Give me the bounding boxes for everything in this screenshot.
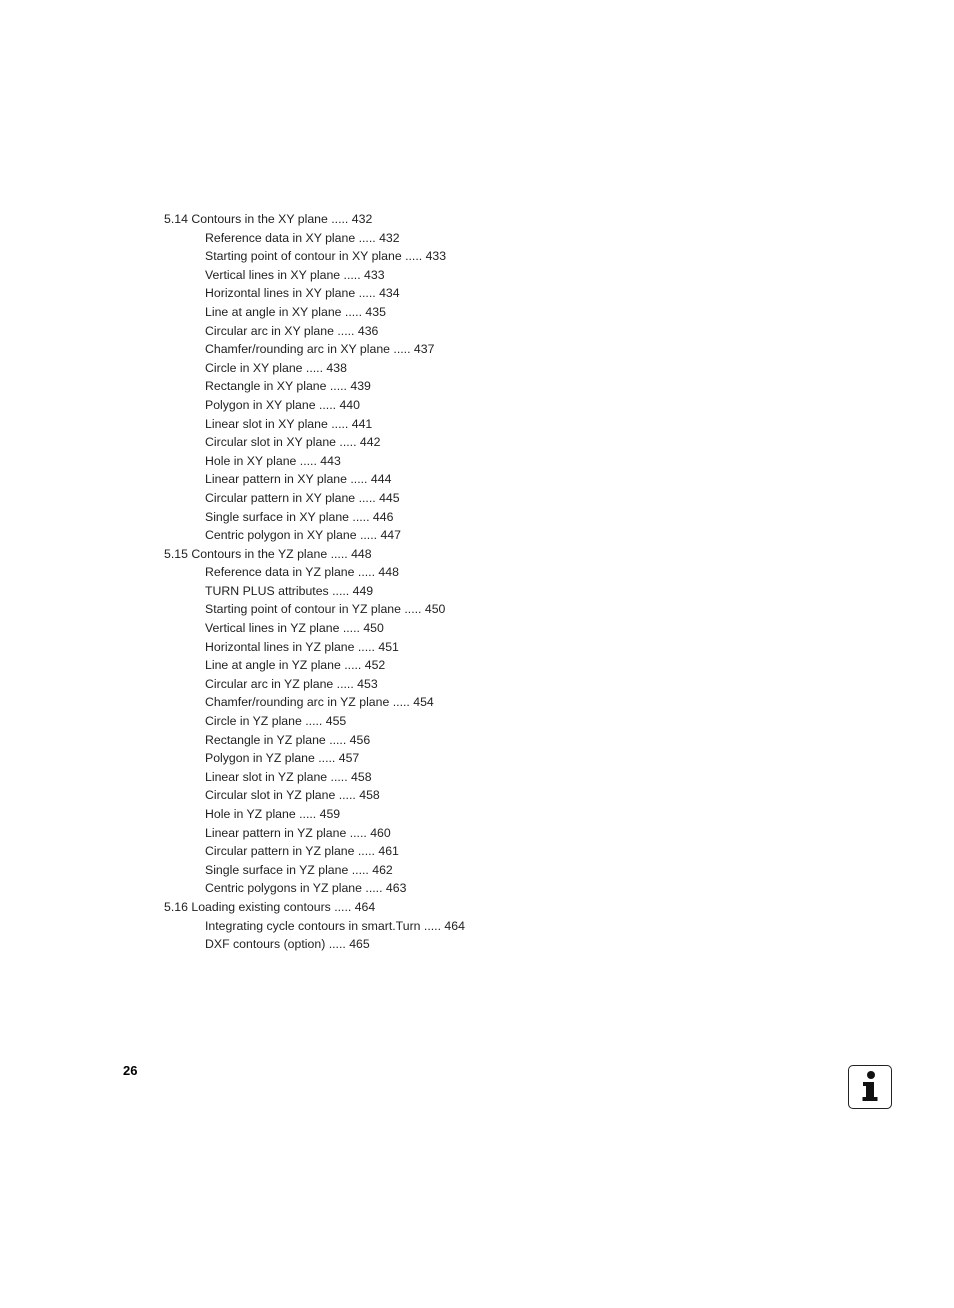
toc-subentry: Polygon in XY plane ..... 440 [205, 397, 360, 412]
toc-subentry: Horizontal lines in XY plane ..... 434 [205, 286, 400, 301]
toc-subentry: Hole in YZ plane ..... 459 [205, 807, 341, 821]
toc-subentry: Circular slot in XY plane ..... 442 [205, 435, 381, 450]
toc-subentry: Integrating cycle contours in smart.Turn ..... 464 [205, 918, 465, 933]
toc-subentry: Single surface in XY plane ..... 446 [205, 509, 394, 524]
toc-subentry: Linear pattern in XY plane ..... 444 [205, 472, 392, 487]
toc-subentry: Circular arc in YZ plane ..... 453 [205, 676, 378, 691]
toc-subentry: Linear slot in XY plane ..... 441 [205, 416, 373, 431]
toc-subentry: Circle in XY plane ..... 438 [205, 360, 347, 375]
toc-section-entry: 5.16 Loading existing contours ..... 464 [164, 899, 376, 914]
toc-subentry: Polygon in YZ plane ..... 457 [205, 751, 360, 766]
toc-subentry: Circular slot in YZ plane ..... 458 [205, 788, 380, 803]
toc-subentry: Chamfer/rounding arc in XY plane ..... 437 [205, 342, 435, 357]
page-number: 26 [123, 1063, 138, 1078]
toc-subentry: Rectangle in XY plane ..... 439 [205, 379, 371, 394]
toc-subentry: Starting point of contour in YZ plane ..... 450 [205, 602, 446, 617]
toc-subentry: Horizontal lines in YZ plane ..... 451 [205, 639, 399, 654]
toc-subentry: Rectangle in YZ plane ..... 456 [205, 732, 371, 747]
toc-subentry: TURN PLUS attributes ..... 449 [205, 583, 374, 598]
toc-subentry: Chamfer/rounding arc in YZ plane ..... 454 [205, 695, 434, 710]
toc-section-entry: 5.15 Contours in the YZ plane ..... 448 [164, 546, 372, 561]
table-of-contents [164, 210, 465, 954]
toc-subentry: Line at angle in XY plane ..... 435 [205, 304, 386, 319]
toc-subentry: Circle in YZ plane ..... 455 [205, 714, 347, 729]
toc-subentry: Circular pattern in XY plane ..... 445 [205, 490, 400, 505]
toc-subentry: Vertical lines in YZ plane ..... 450 [205, 621, 384, 636]
toc-subentry: Reference data in XY plane ..... 432 [205, 230, 400, 245]
toc-subentry: Line at angle in YZ plane ..... 452 [205, 658, 386, 673]
toc-subentry: Linear slot in YZ plane ..... 458 [205, 769, 372, 784]
toc-subentry: DXF contours (option) ..... 465 [205, 937, 370, 952]
toc-subentry: Centric polygon in XY plane ..... 447 [205, 528, 401, 543]
toc-subentry: Circular arc in XY plane ..... 436 [205, 323, 379, 338]
toc-subentry: Hole in XY plane ..... 443 [205, 453, 341, 468]
toc-subentry: Starting point of contour in XY plane ..... 433 [205, 249, 447, 264]
info-icon [848, 1065, 892, 1109]
toc-subentry: Centric polygons in YZ plane ..... 463 [205, 881, 407, 896]
toc-section-entry: 5.14 Contours in the XY plane ..... 432 [164, 212, 373, 226]
toc-subentry: Reference data in YZ plane ..... 448 [205, 565, 399, 580]
toc-subentry: Linear pattern in YZ plane ..... 460 [205, 825, 391, 840]
toc-subentry: Circular pattern in YZ plane ..... 461 [205, 844, 399, 859]
toc-subentry: Vertical lines in XY plane ..... 433 [205, 267, 385, 282]
toc-subentry: Single surface in YZ plane ..... 462 [205, 862, 393, 877]
